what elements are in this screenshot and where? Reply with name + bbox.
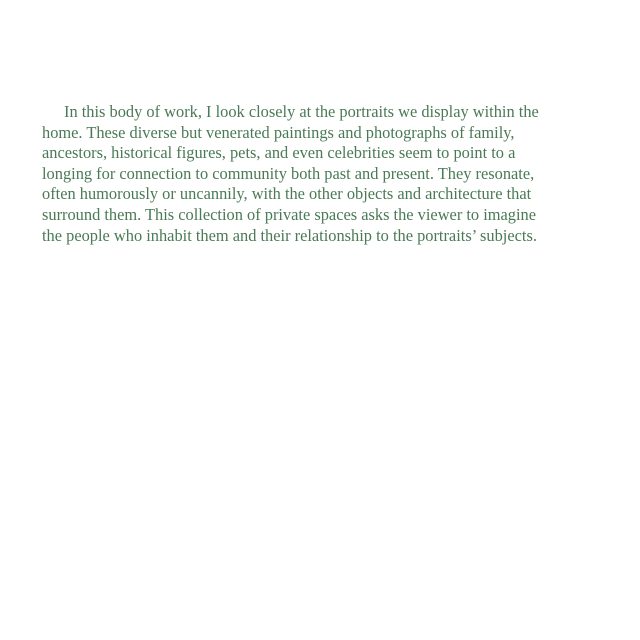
statement-line: longing for connection to community both past and present. They resonate, <box>42 163 535 183</box>
statement-line: ancestors, historical figures, pets, and even celebrities seem to point to a <box>42 143 516 163</box>
artist-statement-paragraph <box>42 102 614 246</box>
statement-line: the people who inhabit them and their relationship to the portraits’ subjects. <box>42 225 537 245</box>
statement-line: home. These diverse but venerated paintings and photographs of family, <box>42 122 515 142</box>
statement-line: In this body of work, I look closely at the portraits we display within the <box>64 102 539 121</box>
statement-line: surround them. This collection of private spaces asks the viewer to imagine <box>42 204 537 224</box>
statement-line: often humorously or uncannily, with the other objects and architecture that <box>42 184 532 204</box>
